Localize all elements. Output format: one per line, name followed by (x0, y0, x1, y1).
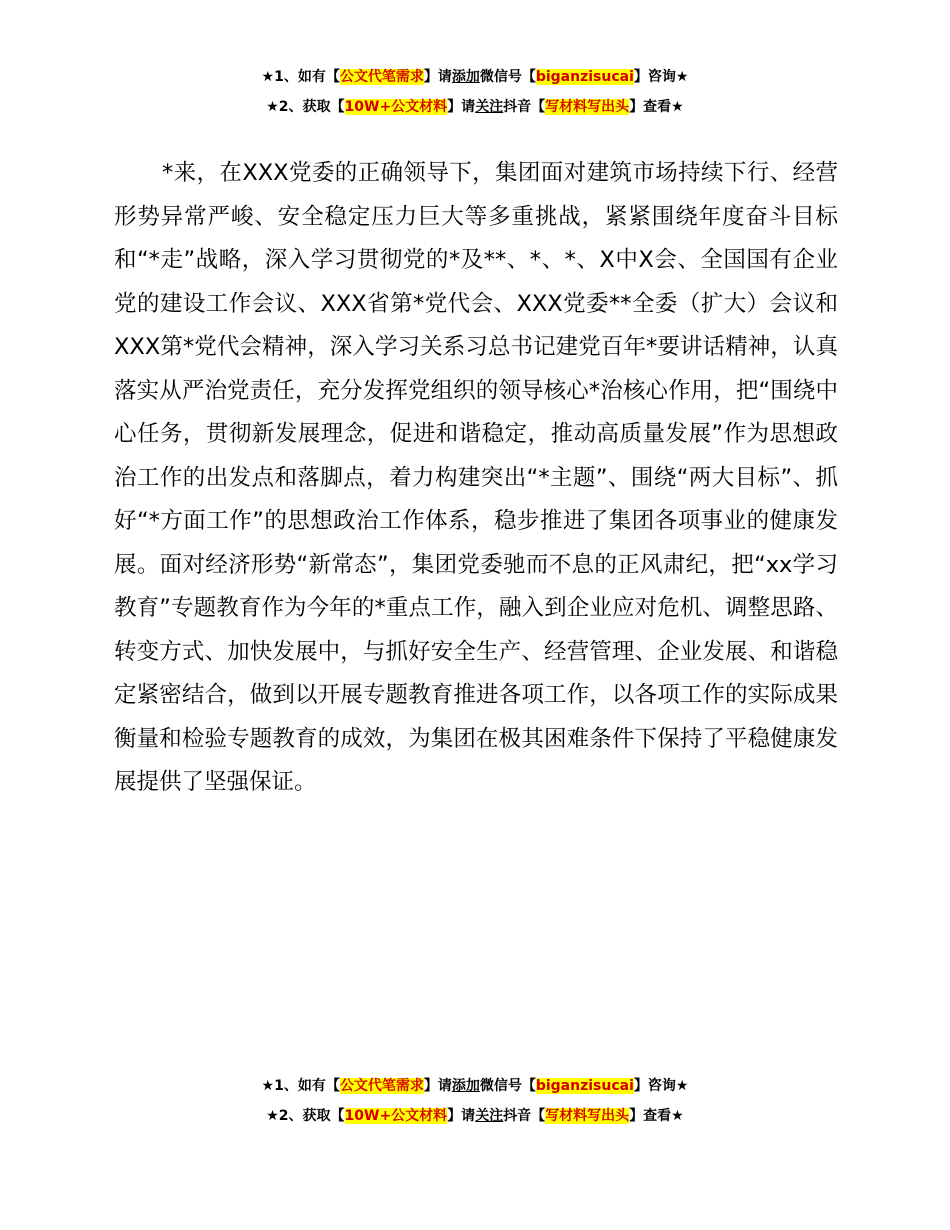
footer-ad-banner (0, 1076, 950, 1126)
ad-text: 】咨询★ (633, 1078, 689, 1094)
ad-highlight: biganzisucai (535, 1078, 634, 1094)
ad-text: 】请 (423, 1078, 452, 1094)
ad-underline: 关注 (475, 99, 504, 115)
ad-underline: 添加 (451, 1078, 480, 1094)
header-ad-line-1 (0, 67, 950, 87)
ad-text: 】咨询★ (633, 69, 689, 85)
ad-text: 抖音【 (503, 99, 546, 115)
ad-text: 抖音【 (503, 1108, 546, 1124)
ad-text: ★1、如有【 (261, 69, 340, 85)
ad-text: 】请 (447, 99, 476, 115)
ad-highlight: 公文代笔需求 (339, 1078, 424, 1094)
ad-text: ★2、获取【 (266, 1108, 345, 1124)
ad-highlight: 写材料写出头 (545, 1108, 630, 1124)
ad-text: 】查看★ (629, 99, 684, 115)
ad-text: 微信号【 (479, 1078, 536, 1094)
footer-ad-line-2 (0, 1106, 950, 1126)
ad-text: 】查看★ (629, 1108, 684, 1124)
ad-underline: 添加 (451, 69, 480, 85)
footer-ad-line-1 (0, 1076, 950, 1096)
ad-text: 】请 (447, 1108, 476, 1124)
ad-text: 】请 (423, 69, 452, 85)
header-ad-line-2 (0, 97, 950, 117)
body-paragraph: *来，在XXX党委的正确领导下，集团面对建筑市场持续下行、经营形势异常严峻、安全稳定压力巨大等多重挑战，紧紧围绕年度奋斗目标和“*走”战略，深入学习贯彻党的*及**、*、*、X中X会、全国国有企业党的建设工作会议、XXX省第*党代会、XXX党委**全委（扩大）会议和XXX第*党代会精神，深入学习关系习总书记建党百年*要讲话精神，认真落实从严治党责任，充分发挥党组织的领导核心*治核心作用，把“围绕中心任务，贯彻新发展理念，促进和谐稳定，推动高质量发展”作为思想政治工作的出发点和落脚点，着力构建突出“*主题”、围绕“两大目标”、抓好“*方面工作”的思想政治工作体系，稳步推进了集团各项事业的健康发展。面对经济形势“新常态”，集团党委驰而不息的正风肃纪，把“xx学习教育”专题教育作为今年的*重点工作，融入到企业应对危机、调整思路、转变方式、加快发展中，与抓好安全生产、经营管理、企业发展、和谐稳定紧密结合，做到以开展专题教育推进各项工作，以各项工作的实际成果衡量和检验专题教育的成效，为集团在极其困难条件下保持了平稳健康发展提供了坚强保证。 (114, 160, 838, 795)
ad-text: 微信号【 (479, 69, 536, 85)
ad-highlight: 写材料写出头 (545, 99, 630, 115)
ad-highlight: 10W+公文材料 (344, 99, 448, 115)
ad-highlight: 公文代笔需求 (339, 69, 424, 85)
ad-highlight: biganzisucai (535, 69, 634, 85)
ad-underline: 关注 (475, 1108, 504, 1124)
header-ad-banner (0, 67, 950, 117)
ad-highlight: 10W+公文材料 (344, 1108, 448, 1124)
ad-text: ★1、如有【 (261, 1078, 340, 1094)
ad-text: ★2、获取【 (266, 99, 345, 115)
